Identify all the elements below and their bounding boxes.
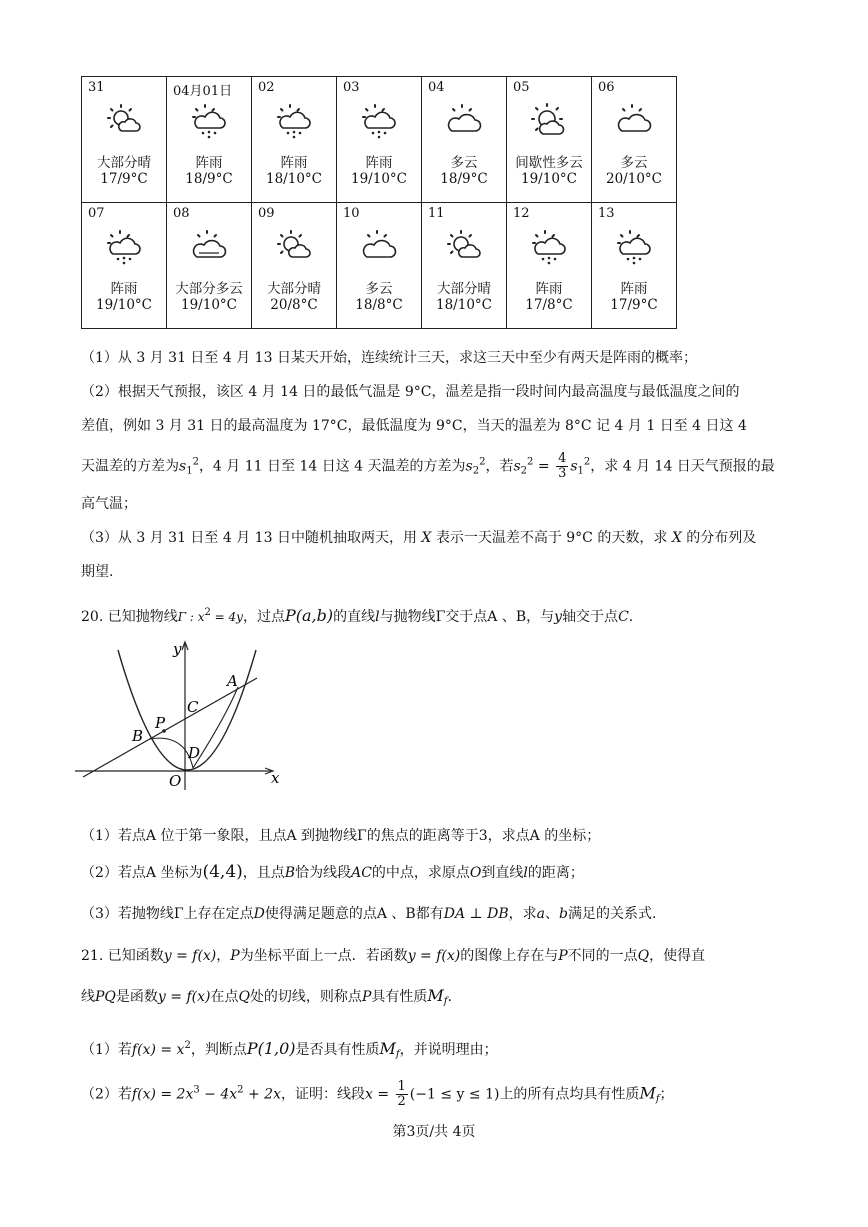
weather-date: 06 [598,80,615,95]
q19-part3-line2: 期望. [81,564,114,580]
weather-date: 11 [428,206,445,221]
mostly-sunny-icon [104,101,144,141]
weather-date: 12 [513,206,530,221]
label-b: B [132,727,144,745]
weather-temp: 19/10°C [181,297,237,313]
label-d: D [188,744,201,762]
weather-date: 02 [258,80,275,95]
label-o: O [169,772,182,790]
weather-cell [422,203,506,328]
mostly-sunny-icon [444,227,484,267]
weather-date: 10 [343,206,360,221]
weather-condition: 阵雨 [365,155,393,171]
label-x: x [271,769,280,787]
mostly-cloudy-icon [189,227,229,267]
label-a: A [227,672,238,690]
weather-date: 05 [513,80,530,95]
q19-part2-line4: 高气温； [81,496,137,512]
weather-condition: 多云 [620,155,648,171]
q19-part2-line3: 天温差的方差为$s_1^2$，4 月 11 日至 14 日这 4 天温差的方差为$s_2^2$，若$s_2^2$ = $\frac{4}{3}$ $s_1^2$，求 4 月 14 日天气预报的最 [81,451,775,481]
weather-row-2 [82,203,677,329]
weather-cell [422,77,506,202]
weather-condition: 阵雨 [110,281,138,297]
weather-date: 31 [88,80,105,95]
weather-condition: 间歇性多云 [515,155,583,171]
weather-date: 03 [343,80,360,95]
q21-stem-line2: 线PQ是函数y = f(x)在点Q处的切线，则称点P具有性质$M_f$. [81,986,452,1007]
showers-icon [189,101,229,141]
weather-condition: 大部分晴 [97,155,151,171]
q21-part1: （1）若$f(x) = x^2$，判断点P(1,0)是否具有性质$M_f$，并说明理由； [81,1039,498,1060]
weather-cell [507,77,591,202]
weather-temp: 19/10°C [96,297,152,313]
q20-part1: （1）若点A 位于第一象限，且点A 到抛物线Γ的焦点的距离等于3，求点A 的坐标； [81,828,601,844]
cloudy-icon [614,101,654,141]
q19-part3-line1: （3）从 3 月 31 日至 4 月 13 日中随机抽取两天，用 X 表示一天温差不高于 9°C 的天数，求 X 的分布列及 [81,530,757,546]
weather-temp: 18/8°C [355,297,403,313]
weather-cell [592,203,676,328]
weather-cell [507,203,591,328]
weather-temp: 17/8°C [525,297,573,313]
showers-icon [614,227,654,267]
weather-temp: 19/10°C [521,171,577,187]
weather-temp: 20/8°C [270,297,318,313]
weather-cell [82,77,166,202]
showers-icon [359,101,399,141]
weather-temp: 20/10°C [606,171,662,187]
weather-date: 08 [173,206,190,221]
weather-cell [82,203,166,328]
q20-part3: （3）若抛物线Γ上存在定点D使得满足题意的点A 、B都有DA ⊥ DB，求a、b满足的关系式. [81,906,657,922]
weather-date: 04 [428,80,445,95]
weather-row-1 [82,77,677,203]
q19-part2-line2: 差值，例如 3 月 31 日的最高温度为 17°C，最低温度为 9°C，当天的温差为 8°C 记 4 月 1 日至 4 日这 4 [81,418,747,434]
weather-temp: 18/9°C [185,171,233,187]
label-c: C [187,698,199,716]
cloudy-icon [359,227,399,267]
cloudy-icon [444,101,484,141]
showers-icon [274,101,314,141]
weather-condition: 多云 [365,281,393,297]
mostly-sunny-icon [274,227,314,267]
weather-condition: 阵雨 [535,281,563,297]
label-y: y [173,640,182,658]
fraction-1-2: $\frac{1}{2}$ [397,1079,406,1109]
weather-condition: 阵雨 [195,155,223,171]
weather-condition: 大部分晴 [267,281,321,297]
q19-part2-line1: （2）根据天气预报，该区 4 月 14 日的最低气温是 9°C，温差是指一段时间内最高温度与最低温度之间的 [81,384,740,400]
weather-temp: 17/9°C [100,171,148,187]
weather-cell [337,77,421,202]
weather-cell [337,203,421,328]
weather-temp: 19/10°C [351,171,407,187]
weather-temp: 17/9°C [610,297,658,313]
weather-table [81,76,677,329]
q20-part2: （2）若点A 坐标为(4,4)，且点B恰为线段AC的中点，求原点O到直线l的距离； [81,862,584,882]
q19-part1: （1）从 3 月 31 日至 4 月 13 日某天开始，连续统计三天，求这三天中至少有两天是阵雨的概率； [81,350,697,366]
weather-date: 07 [88,206,105,221]
weather-date: 04月01日 [173,84,233,99]
showers-icon [529,227,569,267]
weather-condition: 阵雨 [280,155,308,171]
weather-cell [167,77,251,202]
weather-condition: 阵雨 [620,281,648,297]
weather-condition: 大部分晴 [437,281,491,297]
q20-stem: 20. 已知抛物线Γ : $x^2 = 4y$，过点P(a,b)的直线l与抛物线Γ交于点A 、B，与y轴交于点C. [81,606,634,625]
weather-date: 13 [598,206,615,221]
label-p: P [155,714,166,732]
weather-cell [252,77,336,202]
weather-condition: 多云 [450,155,478,171]
intermittent-cloudy-icon [529,101,569,141]
weather-cell [252,203,336,328]
weather-cell [592,77,676,202]
showers-icon [104,227,144,267]
page-footer: 第3页/共 4页 [392,1124,476,1140]
weather-condition: 大部分多云 [175,281,243,297]
weather-date: 09 [258,206,275,221]
fraction-4-3: $\frac{4}{3}$ [558,451,567,481]
parabola-figure [75,638,280,793]
q21-stem-line1: 21. 已知函数y = f(x)，P为坐标平面上一点．若函数y = f(x)的图像上存在与P不同的一点Q，使得直 [81,948,706,964]
q21-part2: （2）若$f(x) = 2x^3 - 4x^2 + 2x$，证明：线段x = $\frac{1}{2}$ (−1 ≤ y ≤ 1)上的所有点均具有性质$M_f$； [81,1079,674,1109]
weather-temp: 18/10°C [266,171,322,187]
weather-temp: 18/9°C [440,171,488,187]
weather-cell [167,203,251,328]
weather-temp: 18/10°C [436,297,492,313]
